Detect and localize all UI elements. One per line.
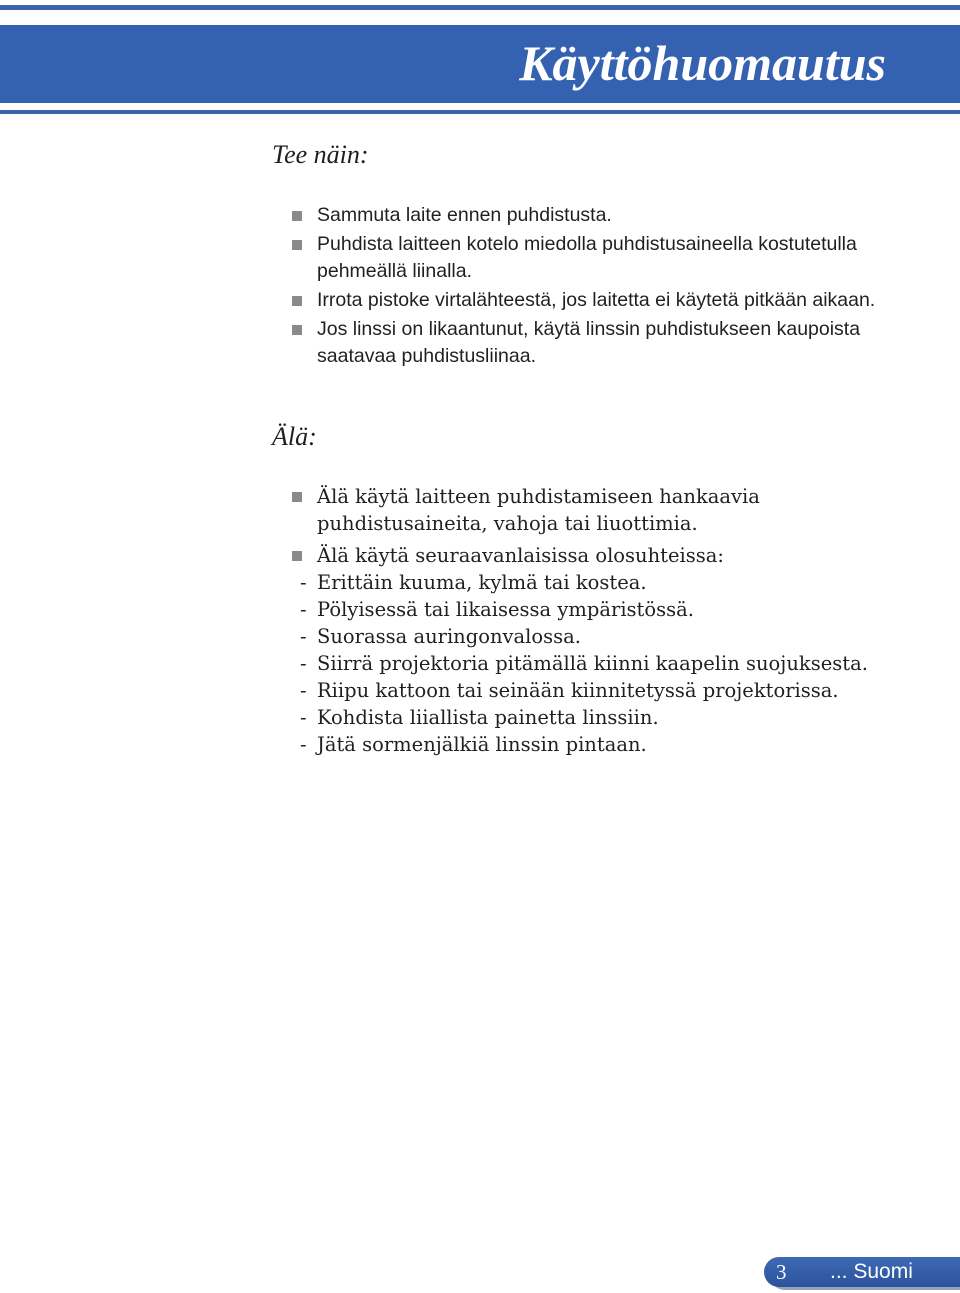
do-list <box>290 202 930 370</box>
sublist-item: - Suorassa auringonvalossa. <box>300 625 581 648</box>
list-item: Älä käytä seuraavanlaisissa olosuhteissa: - Erittäin kuuma, kylmä tai kostea. - Pölyisessä tai likaisessa ympäristössä. - Suorassa auringonvalossa. - Siirrä projektoria pitämällä kiinni kaapelin suojuksesta. - Riipu kattoon tai seinään kiinnitetyssä projektorissa. - Kohdista liiallista painetta linssiin. - Jätä sormenjälkiä linssin pintaan. <box>290 542 930 758</box>
sublist-item: - Erittäin kuuma, kylmä tai kostea. <box>300 571 647 594</box>
sublist-item: - Kohdista liiallista painetta linssiin. <box>300 706 659 729</box>
list-item: Jos linssi on likaantunut, käytä linssin puhdistukseen kaupoista saatavaa puhdistusliinaa. <box>290 316 930 370</box>
square-bullet-icon <box>292 211 302 221</box>
conditions-sublist <box>293 569 930 758</box>
sublist-item: - Pölyisessä tai likaisessa ympäristössä. <box>300 598 694 621</box>
do-heading: Tee näin: <box>272 140 369 169</box>
list-item: Sammuta laite ennen puhdistusta. <box>290 202 930 229</box>
page-title: Käyttöhuomautus <box>519 35 886 91</box>
list-item: Älä käytä laitteen puhdistamiseen hankaavia puhdistusaineita, vahoja tai liuottimia. <box>290 483 930 537</box>
square-bullet-icon <box>292 240 302 250</box>
sublist-item: - Siirrä projektoria pitämällä kiinni kaapelin suojuksesta. <box>300 652 868 675</box>
square-bullet-icon <box>292 551 302 561</box>
page-language-label: ... Suomi <box>830 1260 913 1283</box>
header-bottom-rule <box>0 110 960 114</box>
list-item: Irrota pistoke virtalähteestä, jos laitetta ei käytetä pitkään aikaan. <box>290 287 930 314</box>
square-bullet-icon <box>292 325 302 335</box>
square-bullet-icon <box>292 296 302 306</box>
dont-heading: Älä: <box>272 422 317 451</box>
dont-list <box>290 483 930 758</box>
square-bullet-icon <box>292 492 302 502</box>
page-number: 3 <box>776 1260 787 1284</box>
list-item: Puhdista laitteen kotelo miedolla puhdistusaineella kostutetulla pehmeällä liinalla. <box>290 231 930 285</box>
header-top-rule <box>0 5 960 10</box>
sublist-item: - Riipu kattoon tai seinään kiinnitetyssä projektorissa. <box>300 679 839 702</box>
sublist-item: - Jätä sormenjälkiä linssin pintaan. <box>300 733 647 756</box>
